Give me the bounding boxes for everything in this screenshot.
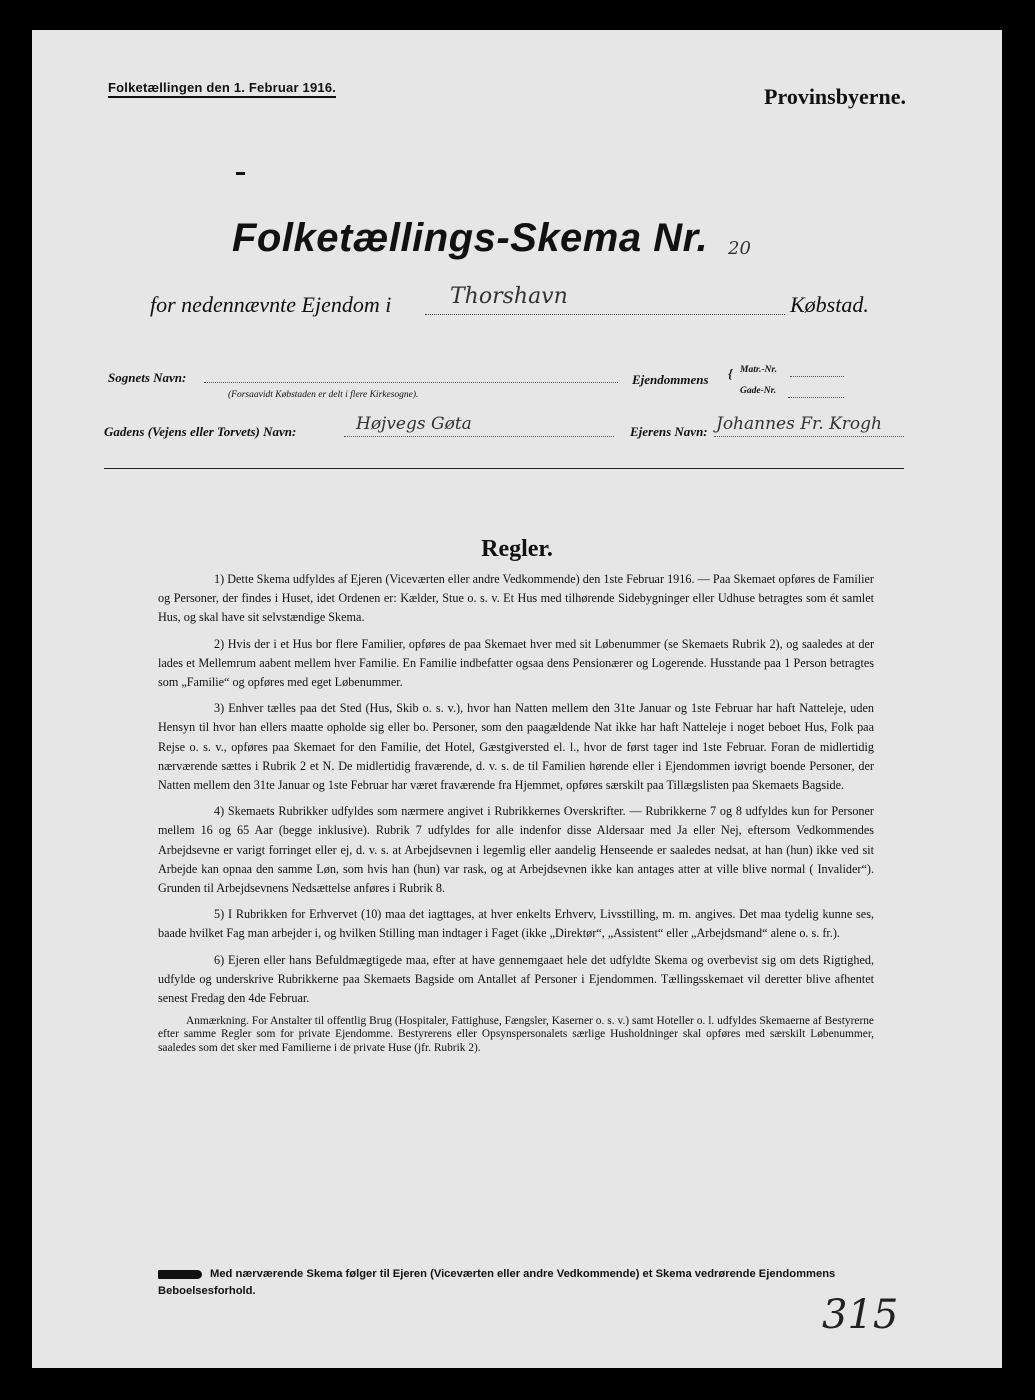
gadens-fill-line: [344, 436, 614, 437]
rule-1: 1) Dette Skema udfyldes af Ejeren (Viceværten eller andre Vedkommende) den 1ste Februar 1916. — Paa Skemaet opføres de Familier og Personer, der findes i Huset, idet Ordenen er: Kælder, Stue o. s. v. Et Hus med tilhørende Sidebygninger eller Udhuse betragtes som ét samlet Hus, og skal have sit selvstændige Skema.: [158, 572, 874, 625]
rule-2: 2) Hvis der i et Hus bor flere Familier, opføres de paa Skemaet hver med sit Løbenummer (se Skemaets Rubrik 2), og saaledes at der lades et Mellemrum aabent mellem hver Familie. En Familie indbefatter ogsaa dens Pensionærer og Logerende. Husstande paa 1 Person betragtes som „Familie“ og opføres med eget Løbenummer.: [158, 636, 874, 690]
town-fill-line: [425, 314, 785, 315]
remark-note: Anmærkning. For Anstalter til offentlig Brug (Hospitaler, Fattighuse, Fængsler, Kaserner o. s. v.) samt Hoteller o. l. udfyldes Skemaerne af Bestyrerne efter samme Regler som for private Ejendomme. Bestyrerens eller Opsynspersonalets særlige Husholdninger skal opføres med særskilt Løbenummer, saaledes som det sker med Familierne i de private Huse (jfr. Rubrik 2).: [158, 1015, 874, 1054]
ejerens-label: Ejerens Navn:: [630, 424, 708, 439]
ejendommens-label: Ejendommens: [632, 372, 709, 387]
handwritten-street: Højvegs Gøta: [356, 414, 472, 434]
sognets-label: Sognets Navn:: [108, 370, 187, 385]
handwritten-schema-number: 20: [728, 238, 751, 259]
rule-4: 4) Skemaets Rubrikker udfyldes som nærmere angivet i Rubrikkernes Overskrifter. — Rubrikkerne 7 og 8 udfyldes kun for Personer mellem 16 og 65 Aar (begge inklusive). Rubrik 7 udfyldes for alle indenfor disse Aldersaar med Ja eller Nej, eftersom Vedkommendes Arbejdsevne er varigt forringet eller ej, d. v. s. at Arbejdsevnen i legemlig eller aandelig Henseende er saaledes nedsat, at han (hun) ikke ved sit Arbejde kan opnaa den samme Løn, som hvis han (hun) var rask, og at Arbejdsevnen ikke kan antages atter at ville blive normal ( Invalider“). Grunden til Arbejdsevnens Nedsættelse anføres i Rubrik 8.: [158, 804, 874, 896]
sognets-fill-line: [204, 382, 618, 383]
matr-fill-line: [790, 376, 844, 377]
bottom-note-text: Med nærværende Skema følger til Ejeren (Viceværten eller andre Vedkommende) et Skema vedrørende Ejendommens Beboelsesforhold.: [158, 1268, 836, 1297]
bottom-note: [158, 1266, 878, 1300]
census-date-header: Folketællingen den 1. Februar 1916.: [108, 80, 336, 98]
handwritten-owner: Johannes Fr. Krogh: [716, 414, 882, 434]
handwritten-page-number: 315: [822, 1292, 899, 1338]
census-form-page: [32, 30, 1002, 1368]
gade-fill-line: [788, 397, 844, 398]
rules-body: [158, 570, 874, 1062]
sognets-note: (Forsaavidt Købstaden er delt i flere Kirkesogne).: [228, 390, 419, 400]
matr-label: Matr.-Nr.: [740, 365, 777, 375]
rules-heading: Regler.: [481, 536, 553, 562]
handwritten-town: Thorshavn: [450, 284, 568, 309]
rule-3: 3) Enhver tælles paa det Sted (Hus, Skib o. s. v.), hvor han Natten mellem den 31te Januar og 1ste Februar har haft Natteleje, uden Hensyn til hvor han ellers maatte opholde sig eller bo. Personer, som den paagældende Nat ikke har haft Natteleje i noget beboet Hus, Folk paa Rejse o. s. v., opføres paa Skemaet for den Familie, det Hotel, Gæstgiversted el. l., hvor de først tager ind 1ste Februar. Foran de midlertidig nærværende sættes i Rubrik 2 et N. De midlertidig fraværende, d. v. s. de til Familien hørende eller i Ejendommen iøvrigt boende Personer, der Natten mellem den 31te Januar og 1ste Februar har været fraværende fra Hjemmet, opføres særskilt paa Tillægslisten paa Skemaets Bagside.: [158, 701, 874, 793]
region-header: Provinsbyerne.: [764, 84, 906, 109]
divider-mark: [236, 172, 245, 175]
brace-icon: {: [728, 366, 733, 381]
town-line-suffix: Købstad.: [790, 292, 869, 317]
gade-label: Gade-Nr.: [740, 386, 777, 396]
rule-6: 6) Ejeren eller hans Befuldmægtigede maa, efter at have gennemgaaet hele det udfyldte Skema og overbevist sig om dets Rigtighed, udfylde og underskrive Rubrikkerne paa Skemaets Bagside om Antallet af Personer i Ejendommen. Tællingsskemaet vil deretter blive afhentet senest Fredag den 4de Februar.: [158, 952, 874, 1006]
ejerens-fill-line: [714, 436, 904, 437]
rule-5: 5) I Rubrikken for Erhvervet (10) maa det iagttages, at hver enkelts Erhverv, Livsstilling, m. m. angives. Det maa tydelig kunne ses, baade hvilket Fag man arbejder i, og hvilken Stilling man indtager i Faget (ikke „Direktør“, „Assistent“ eller „Arbejdsmand“ alene o. s. fr.).: [158, 907, 874, 941]
page-title: Folketællings-Skema Nr.: [232, 216, 709, 260]
pointing-hand-icon: [158, 1270, 202, 1279]
section-divider: [104, 468, 904, 469]
gadens-label: Gadens (Vejens eller Torvets) Navn:: [104, 424, 297, 439]
town-line-prefix: for nedennævnte Ejendom i: [150, 292, 392, 317]
